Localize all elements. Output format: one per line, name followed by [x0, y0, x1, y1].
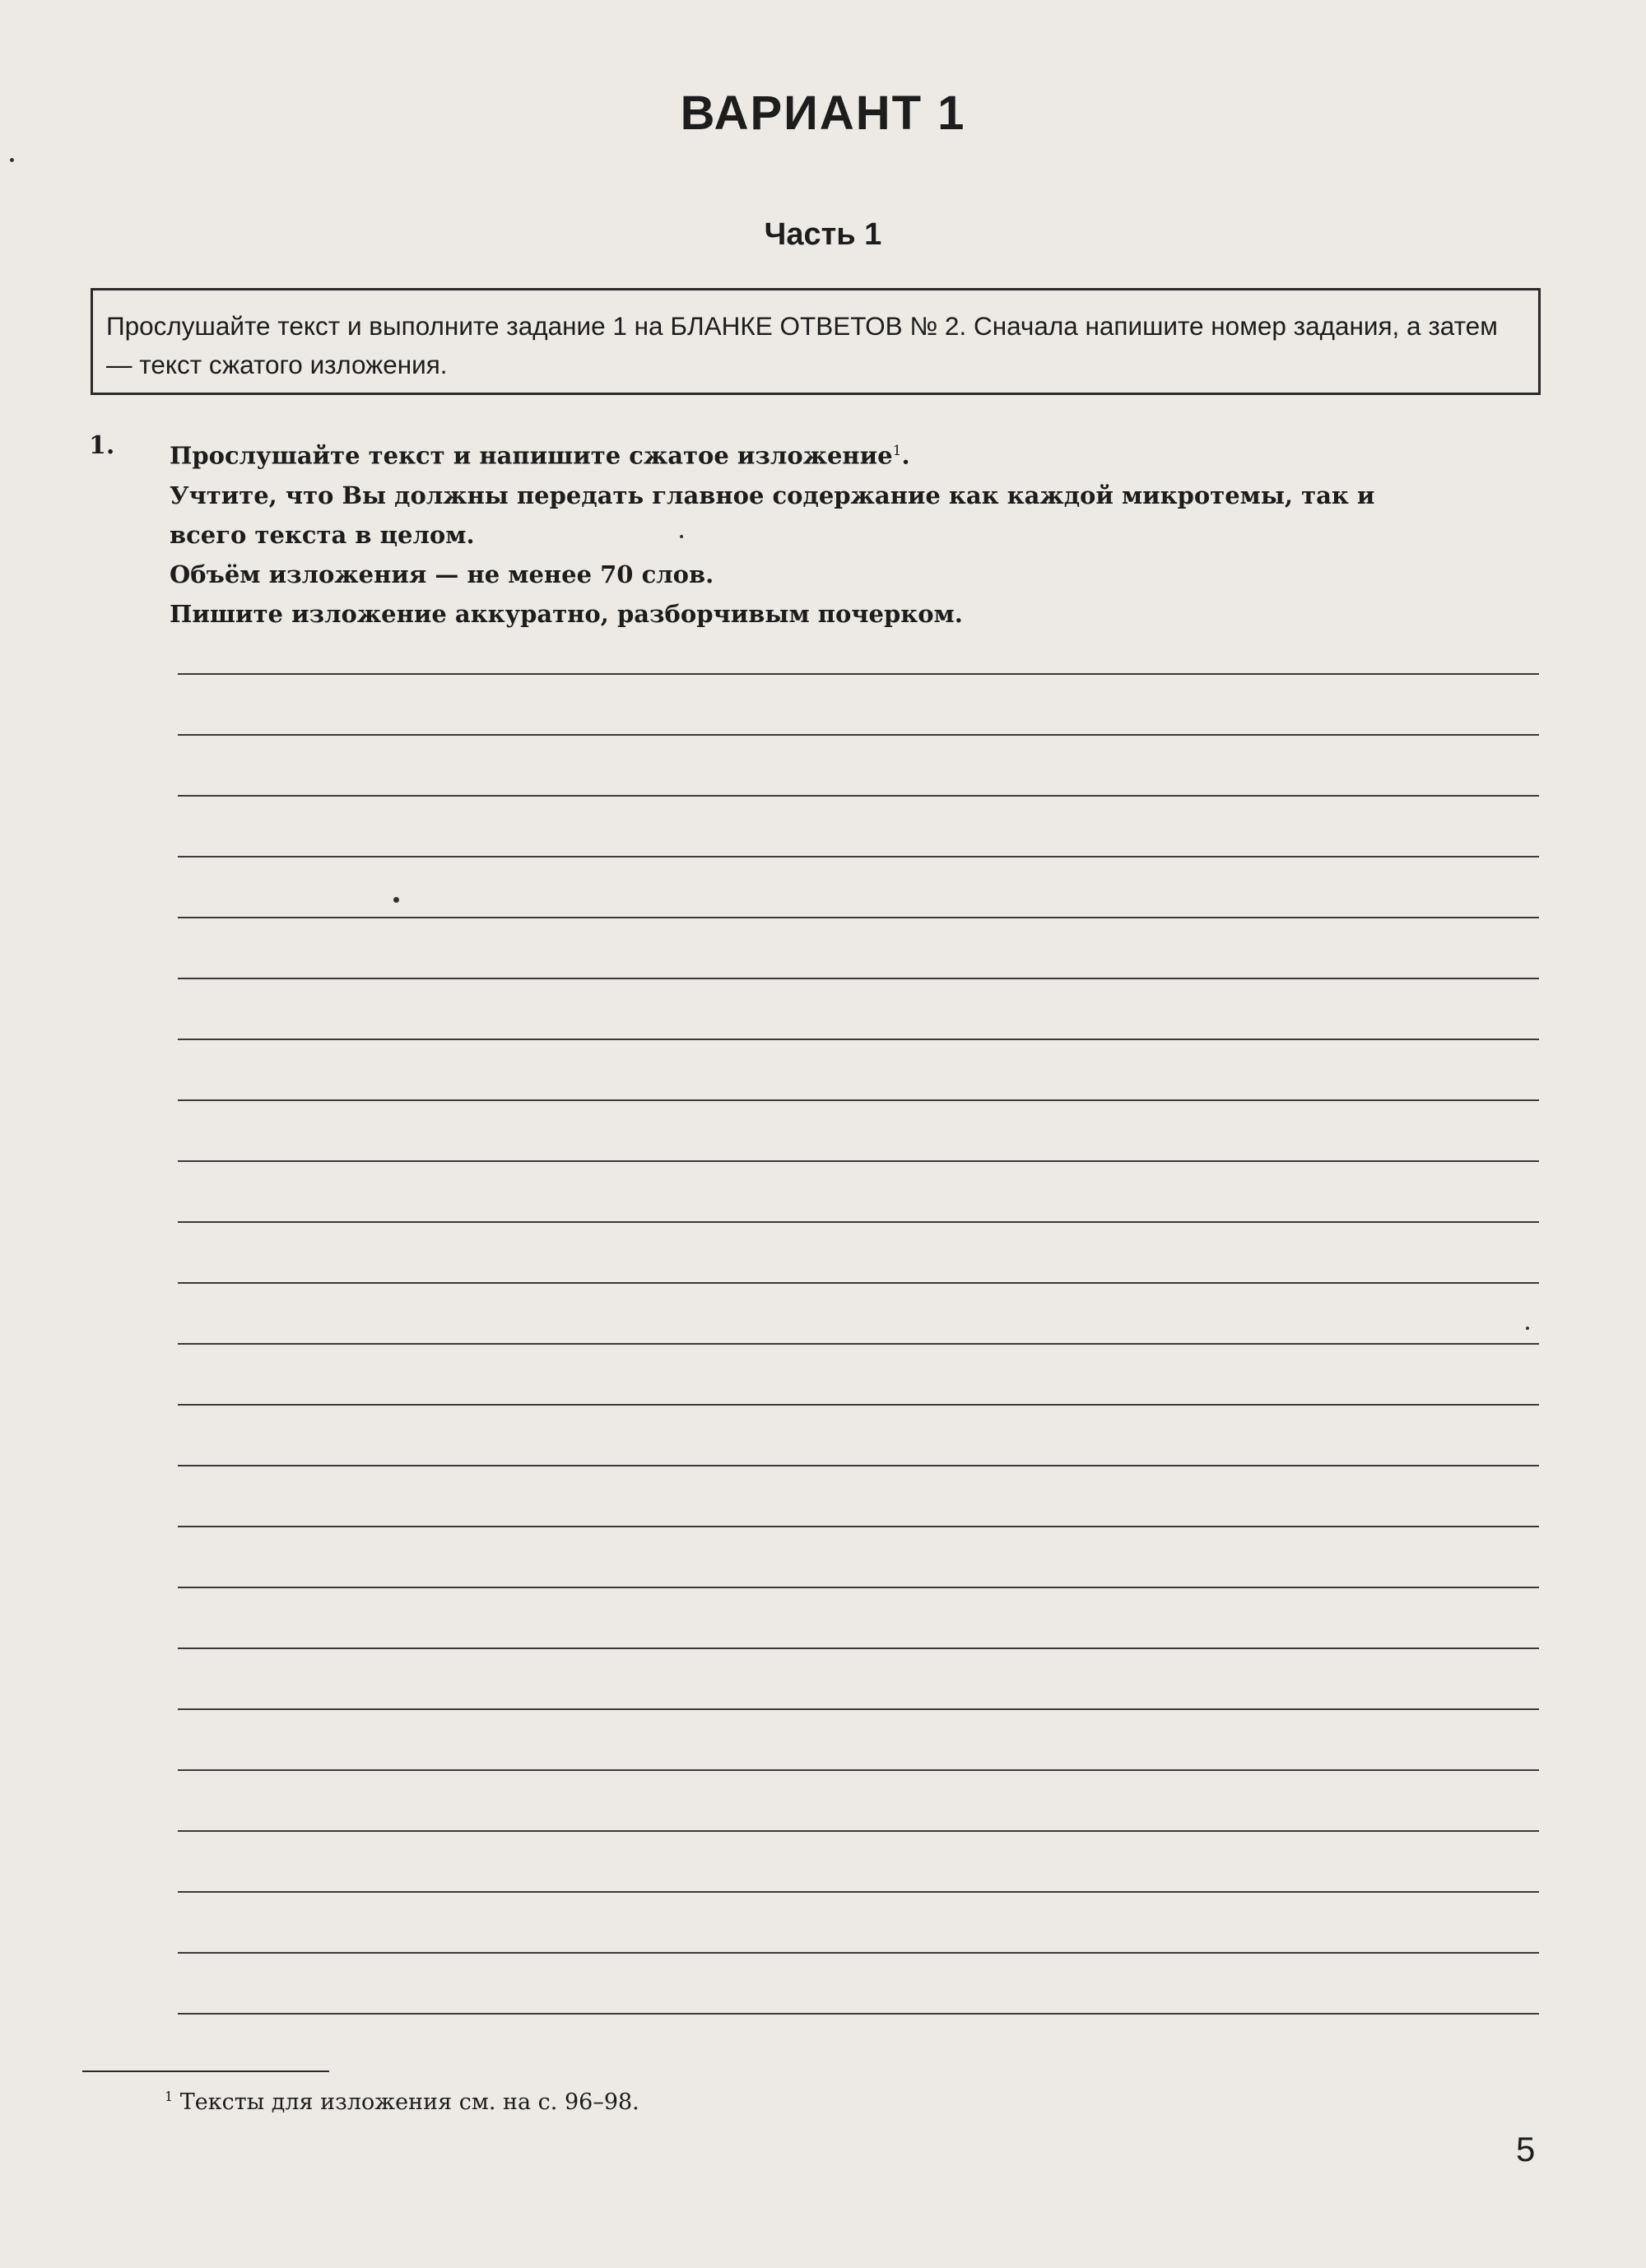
answer-line[interactable] [178, 734, 1539, 736]
answer-line[interactable] [178, 673, 1539, 675]
answer-line[interactable] [178, 1526, 1539, 1527]
page-number: 5 [1516, 2130, 1536, 2168]
answer-line[interactable] [178, 1099, 1539, 1101]
answer-line[interactable] [178, 917, 1539, 918]
answer-line[interactable] [178, 856, 1539, 857]
answer-line[interactable] [178, 1830, 1539, 1832]
answer-line[interactable] [178, 1587, 1539, 1588]
answer-line[interactable] [178, 1465, 1539, 1466]
task-line-2: Учтите, что Вы должны передать главное содержание как каждой микротемы, так и [170, 481, 1375, 509]
answer-line[interactable] [178, 2013, 1539, 2015]
task-line-3: всего текста в целом. [170, 520, 475, 549]
answer-line[interactable] [178, 1160, 1539, 1162]
variant-title: ВАРИАНТ 1 [680, 86, 966, 140]
part-title: Часть 1 [764, 217, 882, 252]
answer-lines-area[interactable] [178, 650, 1539, 2000]
answer-line[interactable] [178, 1952, 1539, 1954]
answer-line[interactable] [178, 1343, 1539, 1345]
print-speck [10, 158, 14, 162]
footnote-text: Тексты для изложения см. на с. 96–98. [179, 2089, 639, 2115]
task-line-5: Пишите изложение аккуратно, разборчивым почерком. [170, 599, 963, 628]
task-line-4: Объём изложения — не менее 70 слов. [170, 560, 714, 588]
answer-line[interactable] [178, 1891, 1539, 1893]
footnote-reference: 1 [892, 443, 902, 459]
footnote-marker: 1 [165, 2089, 174, 2104]
footnote [165, 2080, 639, 2119]
answer-line[interactable] [178, 1648, 1539, 1649]
answer-line[interactable] [178, 1282, 1539, 1284]
answer-line[interactable] [178, 1221, 1539, 1223]
answer-line[interactable] [178, 1769, 1539, 1771]
print-speck [680, 535, 683, 538]
answer-line[interactable] [178, 795, 1539, 797]
task-number: 1. [89, 431, 115, 460]
answer-line[interactable] [178, 1404, 1539, 1406]
answer-line[interactable] [178, 1039, 1539, 1040]
print-speck [1526, 1327, 1529, 1330]
instruction-text: Прослушайте текст и выполните задание 1 на БЛАНКЕ ОТВЕТОВ № 2. Сначала напишите номер задания, а затем — текст сжатого изложения. [106, 311, 1498, 379]
answer-line[interactable] [178, 978, 1539, 979]
instruction-box [91, 288, 1541, 395]
task-line-1-text: Прослушайте текст и напишите сжатое изложение [170, 441, 893, 470]
print-speck [393, 897, 399, 903]
footnote-divider [82, 2070, 329, 2072]
task-line-1: Прослушайте текст и напишите сжатое изложение$^1$. [170, 441, 910, 470]
task-text [170, 431, 1544, 634]
answer-line[interactable] [178, 1708, 1539, 1710]
